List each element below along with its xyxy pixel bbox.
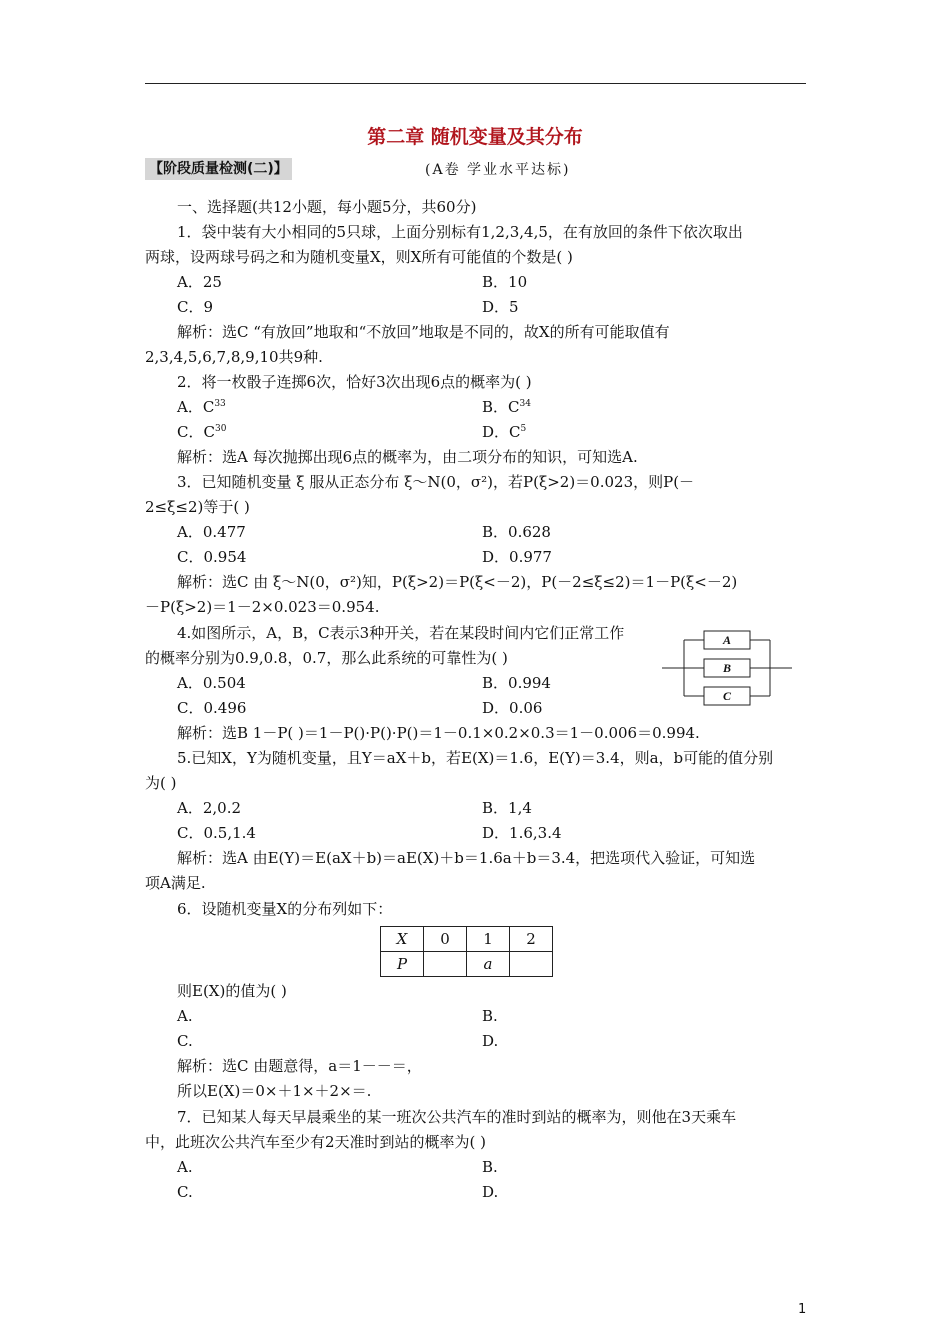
section-subtitle: (A卷 学业水平达标) [425, 162, 571, 178]
q1-option-a: A．25 [177, 273, 222, 291]
q4-option-a: A．0.504 [177, 674, 246, 692]
q3-solution-2: －P(ξ>2)＝1－2×0.023＝0.954. [145, 598, 380, 616]
q6-option-c: C. [177, 1032, 193, 1050]
q2-option-c: C．$C^{30}$ [177, 423, 227, 441]
q5-solution-2: 项A满足. [145, 874, 206, 892]
table-cell: 0 [424, 927, 467, 952]
q3-option-b: B．0.628 [482, 523, 551, 541]
q6-solution-1: 解析：选C 由题意得，a＝1－－＝， [177, 1057, 422, 1075]
q1-option-c: C．9 [177, 298, 214, 316]
chapter-title: 第二章 随机变量及其分布 [367, 126, 583, 148]
q7-option-c: C. [177, 1183, 193, 1201]
q3-option-d: D．0.977 [482, 548, 552, 566]
table-cell: P [381, 952, 424, 977]
q2-stem: 2．将一枚骰子连掷6次，恰好3次出现6点的概率为( ) [177, 373, 532, 391]
q5-stem-1: 5.已知X，Y为随机变量，且Y＝aX＋b，若E(X)＝1.6，E(Y)＝3.4，则a，b可能的值分别 [177, 749, 774, 767]
table-cell: X [381, 927, 424, 952]
q6-option-b: B. [482, 1007, 498, 1025]
table-cell: 1 [467, 927, 510, 952]
q7-stem-2: 中，此班次公共汽车至少有2天准时到站的概率为( ) [145, 1133, 487, 1151]
q2-solution: 解析：选A 每次抛掷出现6点的概率为，由二项分布的知识，可知选A. [177, 448, 638, 466]
q4-stem-1: 4.如图所示，A，B，C表示3种开关，若在某段时间内它们正常工作 [177, 624, 625, 642]
q7-option-d: D. [482, 1183, 499, 1201]
q5-solution-1: 解析：选A 由E(Y)＝E(aX＋b)＝aE(X)＋b＝1.6a＋b＝3.4，把选项代入验证，可知选 [177, 849, 756, 867]
q7-stem-1: 7．已知某人每天早晨乘坐的某一班次公共汽车的准时到站的概率为，则他在3天乘车 [177, 1108, 737, 1126]
q5-option-b: B．1,4 [482, 799, 532, 817]
q4-option-d: D．0.06 [482, 699, 543, 717]
q6-option-d: D. [482, 1032, 499, 1050]
q1-stem-2: 两球，设两球号码之和为随机变量X，则X所有可能值的个数是( ) [145, 248, 573, 266]
q2-option-d: D．$C^5$ [482, 423, 527, 441]
q4-option-c: C．0.496 [177, 699, 247, 717]
table-cell [424, 952, 467, 977]
q2-option-a: A．$C^{33}$ [177, 398, 226, 416]
section-heading: 一、选择题(共12小题，每小题5分，共60分) [177, 198, 477, 216]
q7-option-a: A. [177, 1158, 193, 1176]
circuit-diagram [662, 626, 792, 710]
table-cell: a [467, 952, 510, 977]
q4-stem-2: 的概率分别为0.9,0.8，0.7，那么此系统的可靠性为( ) [145, 649, 508, 667]
switch-c-label: C [722, 689, 732, 703]
q1-option-d: D．5 [482, 298, 519, 316]
q1-stem-1: 1．袋中装有大小相同的5只球，上面分别标有1,2,3,4,5，在有放回的条件下依次取出 [177, 223, 743, 241]
q2-option-b: B．$C^{34}$ [482, 398, 531, 416]
q4-option-b: B．0.994 [482, 674, 551, 692]
section-tag: 【阶段质量检测(二)】 [145, 158, 292, 180]
q3-solution-1: 解析：选C 由 ξ～N(0，σ²)知，P(ξ>2)＝P(ξ<－2)，P(－2≤ξ≤2)＝1－P(ξ<－2) [177, 573, 738, 591]
q3-option-a: A．0.477 [177, 523, 246, 541]
q5-option-c: C．0.5,1.4 [177, 824, 256, 842]
table-cell [510, 952, 553, 977]
table-cell: 2 [510, 927, 553, 952]
q5-option-a: A．2,0.2 [177, 799, 241, 817]
page-number: 1 [798, 1302, 807, 1317]
table-row [381, 927, 553, 952]
q7-option-b: B. [482, 1158, 498, 1176]
q3-stem-2: 2≤ξ≤2)等于( ) [145, 498, 250, 516]
q1-option-b: B．10 [482, 273, 528, 291]
switch-b-label: B [722, 661, 732, 675]
q6-solution-2: 所以E(X)＝0×＋1×＋2×＝. [177, 1082, 372, 1100]
distribution-table [380, 926, 553, 977]
q3-option-c: C．0.954 [177, 548, 247, 566]
header-rule [145, 83, 806, 84]
q1-solution-2: 2,3,4,5,6,7,8,9,10共9种. [145, 348, 323, 366]
q5-stem-2: 为( ) [145, 774, 177, 792]
switch-a-label: A [722, 633, 732, 647]
q3-stem-1: 3．已知随机变量 ξ 服从正态分布 ξ～N(0，σ²)，若P(ξ>2)＝0.023，则P(－ [177, 473, 695, 491]
q5-option-d: D．1.6,3.4 [482, 824, 562, 842]
q4-solution: 解析：选B 1－P( )＝1－P()·P()·P()＝1－0.1×0.2×0.3＝1－0.006＝0.994. [177, 724, 700, 742]
table-row [381, 952, 553, 977]
q6-stem: 6．设随机变量X的分布列如下： [177, 900, 393, 918]
q6-option-a: A. [177, 1007, 193, 1025]
q1-solution-1: 解析：选C “有放回”地取和“不放回”地取是不同的，故X的所有可能取值有 [177, 323, 670, 341]
q6-question: 则E(X)的值为( ) [177, 982, 287, 1000]
